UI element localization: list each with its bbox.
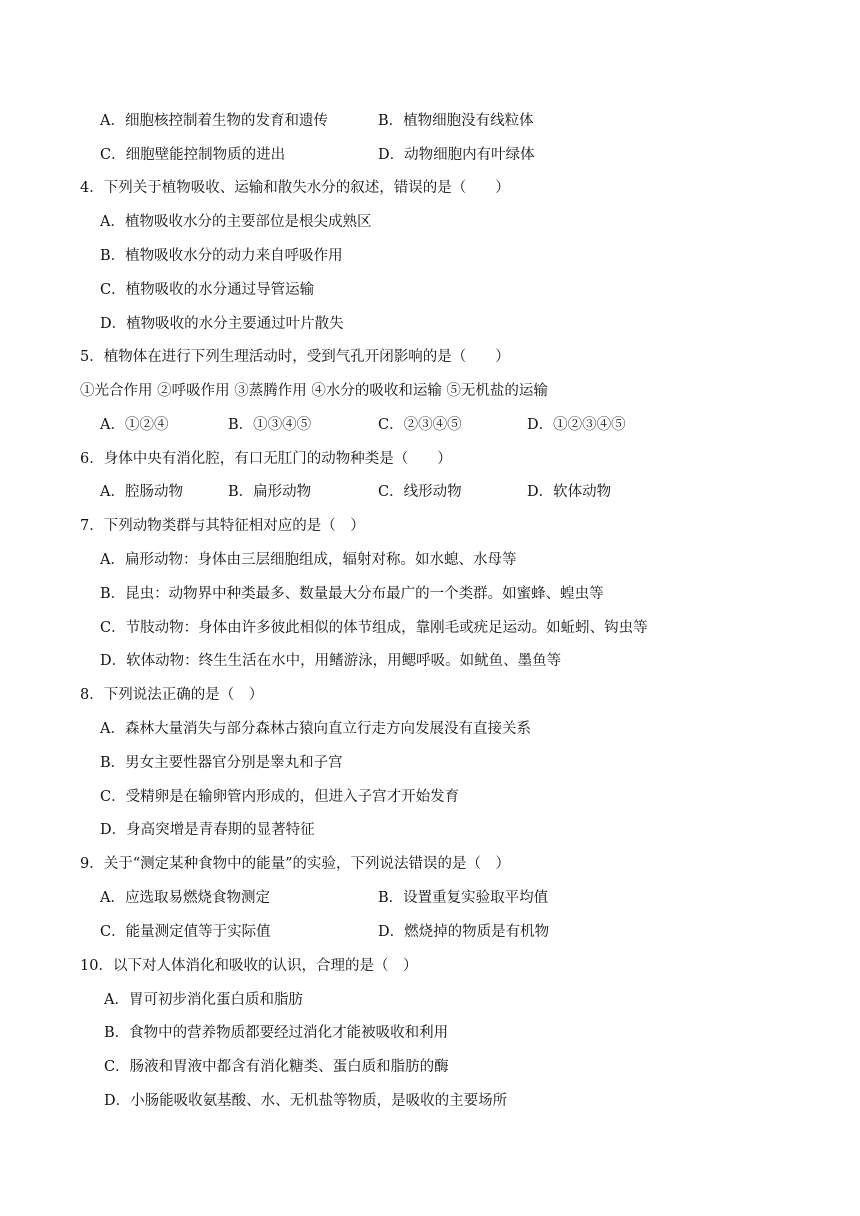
q7-option-b: B．昆虫：动物界中种类最多、数量最大分布最广的一个类群。如蜜蜂、蝗虫等 [100, 586, 604, 602]
q10-option-a: A．胃可初步消化蛋白质和脂肪 [104, 992, 303, 1008]
q5-option-a: A．①②④ [100, 417, 169, 433]
q6-option-c: C．线形动物 [378, 484, 462, 500]
q6-option-d: D．软体动物 [527, 484, 612, 500]
q6-option-a: A．腔肠动物 [100, 484, 183, 500]
q7-option-c: C．节肢动物：身体由许多彼此相似的体节组成，靠刚毛或疣足运动。如蚯蚓、钩虫等 [100, 620, 648, 636]
q8-stem: 8．下列说法正确的是（ ） [80, 687, 264, 703]
q3-option-d: D．动物细胞内有叶绿体 [378, 147, 535, 163]
q9-option-d: D．燃烧掉的物质是有机物 [378, 924, 550, 940]
q3-option-a: A．细胞核控制着生物的发育和遗传 [100, 113, 328, 129]
q4-stem: 4．下列关于植物吸收、运输和散失水分的叙述，错误的是（ ） [80, 180, 510, 196]
q4-option-d: D．植物吸收的水分主要通过叶片散失 [100, 316, 344, 332]
q9-option-b: B．设置重复实验取平均值 [378, 890, 549, 906]
q8-option-a: A．森林大量消失与部分森林古猿向直立行走方向发展没有直接关系 [100, 721, 531, 737]
q10-stem: 10．以下对人体消化和吸收的认识，合理的是（ ） [80, 958, 418, 974]
q5-stem: 5．植物体在进行下列生理活动时，受到气孔开闭影响的是（ ） [80, 349, 510, 365]
q4-option-a: A．植物吸收水分的主要部位是根尖成熟区 [100, 214, 372, 230]
q7-option-d: D．软体动物：终生生活在水中，用鳍游泳，用鳃呼吸。如鱿鱼、墨鱼等 [100, 653, 562, 669]
q4-option-c: C．植物吸收的水分通过导管运输 [100, 282, 315, 298]
q9-option-c: C．能量测定值等于实际值 [100, 924, 271, 940]
q7-option-a: A．扁形动物：身体由三层细胞组成，辐射对称。如水螅、水母等 [100, 552, 517, 568]
q6-option-b: B．扁形动物 [228, 484, 312, 500]
q10-option-c: C．肠液和胃液中都含有消化糖类、蛋白质和脂肪的酶 [104, 1059, 449, 1075]
q5-item-list: ①光合作用 ②呼吸作用 ③蒸腾作用 ④水分的吸收和运输 ⑤无机盐的运输 [80, 383, 548, 399]
q7-stem: 7．下列动物类群与其特征相对应的是（ ） [80, 518, 365, 534]
q9-option-a: A．应选取易燃烧食物测定 [100, 890, 270, 906]
q3-option-c: C．细胞壁能控制物质的进出 [100, 147, 286, 163]
q5-option-b: B．①③④⑤ [228, 417, 312, 433]
q8-option-d: D．身高突增是青春期的显著特征 [100, 822, 315, 838]
q8-option-b: B．男女主要性器官分别是睾丸和子宫 [100, 755, 343, 771]
q9-stem: 9．关于“测定某种食物中的能量”的实验，下列说法错误的是（ ） [80, 856, 511, 872]
q5-option-c: C．②③④⑤ [378, 417, 462, 433]
q3-option-b: B．植物细胞没有线粒体 [378, 113, 534, 129]
q8-option-c: C．受精卵是在输卵管内形成的，但进入子宫才开始发育 [100, 789, 460, 805]
q6-stem: 6．身体中央有消化腔，有口无肛门的动物种类是（ ） [80, 451, 452, 467]
q4-option-b: B．植物吸收水分的动力来自呼吸作用 [100, 248, 343, 264]
q5-option-d: D．①②③④⑤ [527, 417, 626, 433]
q10-option-b: B．食物中的营养物质都要经过消化才能被吸收和利用 [104, 1025, 449, 1041]
q10-option-d: D．小肠能吸收氨基酸、水、无机盐等物质，是吸收的主要场所 [104, 1093, 508, 1109]
